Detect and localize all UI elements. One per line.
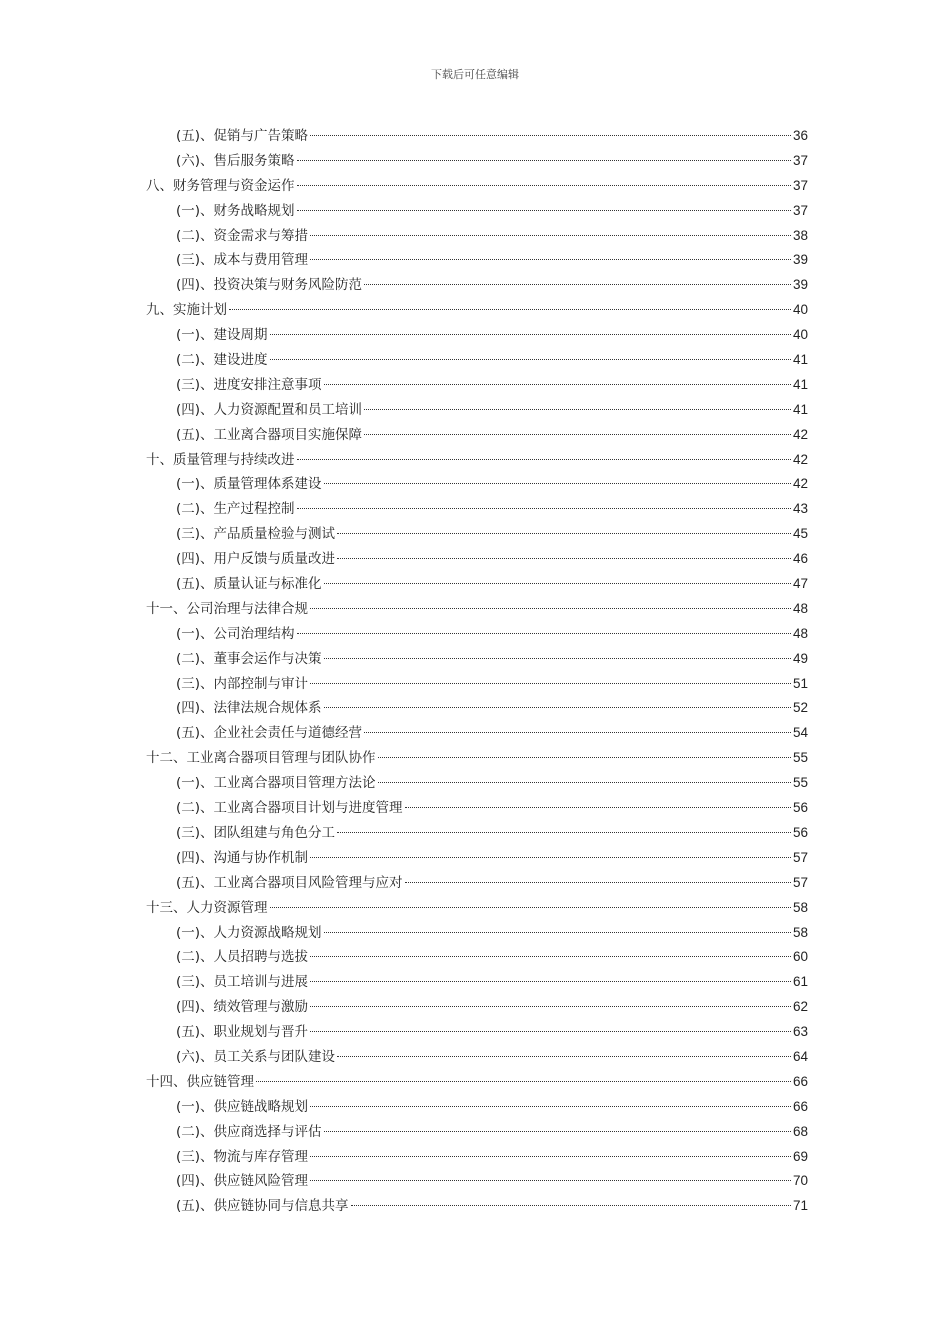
toc-chapter-entry[interactable]: [146, 298, 808, 323]
toc-section-entry[interactable]: [146, 970, 808, 995]
toc-entry-title: 十三、人力资源管理: [146, 899, 268, 916]
toc-section-entry[interactable]: [146, 398, 808, 423]
toc-section-entry[interactable]: [146, 647, 808, 672]
toc-entry-title: (五)、促销与广告策略: [176, 128, 309, 144]
dot-leader: [270, 907, 791, 908]
dot-leader: [324, 483, 791, 484]
dot-leader: [337, 558, 791, 559]
toc-chapter-entry[interactable]: [146, 896, 808, 921]
toc-section-entry[interactable]: [146, 224, 808, 249]
toc-entry-title: (四)、用户反馈与质量改进: [176, 551, 336, 568]
toc-entry-page-number: 63: [792, 1024, 808, 1040]
toc-section-entry[interactable]: [146, 622, 808, 647]
dot-leader: [405, 882, 791, 883]
toc-chapter-entry[interactable]: [146, 597, 808, 622]
toc-section-entry[interactable]: [146, 522, 808, 547]
toc-entry-title: (二)、供应商选择与评估: [176, 1123, 322, 1140]
toc-entry-page-number: 64: [792, 1048, 808, 1064]
toc-entry-page-number: 62: [792, 999, 808, 1015]
dot-leader: [324, 658, 791, 659]
dot-leader: [229, 309, 791, 310]
dot-leader: [310, 1156, 791, 1157]
toc-entry-page-number: 41: [792, 352, 808, 368]
toc-entry-page-number: 42: [792, 426, 808, 442]
toc-entry-page-number: 37: [792, 177, 808, 193]
dot-leader: [256, 1081, 791, 1082]
dot-leader: [324, 932, 791, 933]
toc-entry-title: (三)、团队组建与角色分工: [176, 824, 336, 841]
toc-entry-page-number: 39: [792, 277, 808, 293]
toc-entry-title: (三)、物流与库存管理: [176, 1148, 309, 1165]
dot-leader: [270, 334, 791, 335]
toc-entry-title: 十一、公司治理与法律合规: [146, 600, 308, 617]
dot-leader: [310, 1006, 791, 1007]
toc-entry-page-number: 42: [792, 451, 808, 467]
toc-section-entry[interactable]: [146, 572, 808, 597]
dot-leader: [405, 807, 791, 808]
toc-entry-title: (五)、工业离合器项目风险管理与应对: [176, 874, 403, 891]
toc-entry-title: (四)、人力资源配置和员工培训: [176, 401, 363, 418]
toc-entry-page-number: 48: [792, 600, 808, 616]
toc-section-entry[interactable]: [146, 696, 808, 721]
toc-entry-page-number: 47: [792, 576, 808, 592]
dot-leader: [324, 707, 791, 708]
toc-entry-title: (三)、产品质量检验与测试: [176, 526, 336, 543]
toc-section-entry[interactable]: [146, 248, 808, 273]
toc-entry-page-number: 71: [792, 1198, 808, 1214]
toc-section-entry[interactable]: [146, 1020, 808, 1045]
toc-section-entry[interactable]: [146, 547, 808, 572]
toc-entry-page-number: 54: [792, 725, 808, 741]
toc-section-entry[interactable]: [146, 348, 808, 373]
dot-leader: [310, 956, 791, 957]
dot-leader: [324, 384, 791, 385]
dot-leader: [364, 409, 791, 410]
toc-entry-title: (二)、工业离合器项目计划与进度管理: [176, 800, 403, 817]
toc-entry-title: (二)、资金需求与筹措: [176, 227, 309, 244]
toc-entry-page-number: 37: [792, 152, 808, 168]
dot-leader: [310, 235, 791, 236]
dot-leader: [337, 1056, 791, 1057]
toc-section-entry[interactable]: [146, 199, 808, 224]
toc-entry-title: (三)、内部控制与审计: [176, 675, 309, 692]
toc-section-entry[interactable]: [146, 945, 808, 970]
table-of-contents: [146, 124, 808, 1219]
dot-leader: [364, 732, 791, 733]
dot-leader: [297, 210, 791, 211]
toc-entry-title: (六)、售后服务策略: [176, 152, 295, 169]
toc-section-entry[interactable]: [146, 423, 808, 448]
toc-entry-title: 八、财务管理与资金运作: [146, 177, 295, 194]
toc-entry-page-number: 37: [792, 202, 808, 218]
toc-entry-page-number: 66: [792, 1098, 808, 1114]
toc-entry-page-number: 41: [792, 376, 808, 392]
dot-leader: [310, 135, 791, 136]
toc-chapter-entry[interactable]: [146, 746, 808, 771]
toc-entry-title: (四)、沟通与协作机制: [176, 849, 309, 866]
toc-entry-title: (二)、生产过程控制: [176, 501, 295, 518]
toc-entry-page-number: 56: [792, 824, 808, 840]
toc-section-entry[interactable]: [146, 373, 808, 398]
toc-section-entry[interactable]: [146, 273, 808, 298]
toc-section-entry[interactable]: [146, 796, 808, 821]
dot-leader: [310, 608, 791, 609]
dot-leader: [297, 633, 791, 634]
toc-chapter-entry[interactable]: [146, 174, 808, 199]
toc-section-entry[interactable]: [146, 1194, 808, 1219]
toc-entry-page-number: 57: [792, 849, 808, 865]
toc-entry-page-number: 49: [792, 650, 808, 666]
toc-entry-page-number: 45: [792, 526, 808, 542]
toc-section-entry[interactable]: [146, 846, 808, 871]
dot-leader: [310, 1031, 791, 1032]
dot-leader: [337, 533, 791, 534]
toc-section-entry[interactable]: [146, 672, 808, 697]
dot-leader: [351, 1205, 791, 1206]
toc-entry-title: (三)、成本与费用管理: [176, 252, 309, 269]
toc-entry-page-number: 46: [792, 551, 808, 567]
dot-leader: [364, 284, 791, 285]
toc-section-entry[interactable]: [146, 323, 808, 348]
toc-entry-page-number: 38: [792, 227, 808, 243]
toc-entry-title: (一)、人力资源战略规划: [176, 924, 322, 941]
toc-entry-page-number: 55: [792, 750, 808, 766]
toc-section-entry[interactable]: [146, 1145, 808, 1170]
toc-entry-page-number: 61: [792, 974, 808, 990]
toc-entry-page-number: 58: [792, 924, 808, 940]
toc-section-entry[interactable]: [146, 497, 808, 522]
toc-entry-page-number: 48: [792, 625, 808, 641]
toc-entry-page-number: 39: [792, 252, 808, 268]
toc-entry-page-number: 55: [792, 775, 808, 791]
toc-entry-title: (五)、职业规划与晋升: [176, 1024, 309, 1041]
toc-section-entry[interactable]: [146, 124, 808, 149]
dot-leader: [378, 782, 791, 783]
toc-entry-title: (四)、投资决策与财务风险防范: [176, 277, 363, 294]
dot-leader: [310, 981, 791, 982]
toc-entry-title: (四)、法律法规合规体系: [176, 700, 322, 717]
toc-entry-page-number: 51: [792, 675, 808, 691]
toc-section-entry[interactable]: [146, 1120, 808, 1145]
toc-entry-title: (一)、质量管理体系建设: [176, 476, 322, 493]
toc-entry-page-number: 36: [792, 128, 808, 143]
dot-leader: [378, 757, 791, 758]
toc-entry-page-number: 58: [792, 899, 808, 915]
dot-leader: [297, 160, 791, 161]
toc-entry-title: (一)、工业离合器项目管理方法论: [176, 775, 376, 792]
toc-entry-title: (六)、员工关系与团队建设: [176, 1048, 336, 1065]
toc-entry-page-number: 57: [792, 874, 808, 890]
dot-leader: [297, 508, 791, 509]
dot-leader: [324, 583, 791, 584]
toc-entry-title: (五)、供应链协同与信息共享: [176, 1198, 349, 1215]
toc-section-entry[interactable]: [146, 871, 808, 896]
toc-entry-page-number: 66: [792, 1073, 808, 1089]
toc-entry-page-number: 69: [792, 1148, 808, 1164]
page-header: 下载后可任意编辑: [431, 68, 519, 81]
dot-leader: [310, 1106, 791, 1107]
dot-leader: [310, 857, 791, 858]
toc-chapter-entry[interactable]: [146, 448, 808, 473]
dot-leader: [310, 683, 791, 684]
toc-section-entry[interactable]: [146, 149, 808, 174]
toc-section-entry[interactable]: [146, 821, 808, 846]
toc-entry-title: (五)、质量认证与标准化: [176, 576, 322, 593]
toc-entry-title: (二)、建设进度: [176, 352, 268, 369]
toc-entry-page-number: 41: [792, 401, 808, 417]
toc-entry-title: (一)、建设周期: [176, 327, 268, 344]
dot-leader: [364, 434, 791, 435]
toc-entry-page-number: 43: [792, 501, 808, 517]
toc-entry-page-number: 56: [792, 800, 808, 816]
toc-section-entry[interactable]: [146, 771, 808, 796]
toc-entry-title: (二)、董事会运作与决策: [176, 650, 322, 667]
toc-entry-page-number: 42: [792, 476, 808, 492]
toc-entry-title: (五)、工业离合器项目实施保障: [176, 426, 363, 443]
dot-leader: [297, 459, 791, 460]
dot-leader: [337, 832, 791, 833]
toc-entry-title: (五)、企业社会责任与道德经营: [176, 725, 363, 742]
toc-entry-page-number: 60: [792, 949, 808, 965]
toc-entry-title: (一)、供应链战略规划: [176, 1098, 309, 1115]
toc-entry-title: (三)、进度安排注意事项: [176, 376, 322, 393]
dot-leader: [270, 359, 791, 360]
toc-entry-page-number: 40: [792, 327, 808, 343]
toc-section-entry[interactable]: [146, 921, 808, 946]
toc-entry-title: 九、实施计划: [146, 302, 227, 319]
dot-leader: [297, 185, 791, 186]
toc-entry-title: 十四、供应链管理: [146, 1073, 254, 1090]
toc-section-entry[interactable]: [146, 1095, 808, 1120]
dot-leader: [324, 1131, 791, 1132]
dot-leader: [310, 259, 791, 260]
toc-entry-page-number: 68: [792, 1123, 808, 1139]
toc-entry-title: (二)、人员招聘与选拔: [176, 949, 309, 966]
toc-entry-title: 十、质量管理与持续改进: [146, 451, 295, 468]
toc-entry-title: (四)、供应链风险管理: [176, 1173, 309, 1190]
toc-entry-title: (三)、员工培训与进展: [176, 974, 309, 991]
toc-section-entry[interactable]: [146, 1045, 808, 1070]
toc-entry-title: (四)、绩效管理与激励: [176, 999, 309, 1016]
dot-leader: [310, 1180, 791, 1181]
toc-entry-page-number: 40: [792, 302, 808, 318]
toc-entry-title: (一)、财务战略规划: [176, 202, 295, 219]
toc-section-entry[interactable]: [146, 721, 808, 746]
toc-entry-page-number: 52: [792, 700, 808, 716]
toc-entry-title: 十二、工业离合器项目管理与团队协作: [146, 750, 376, 767]
toc-section-entry[interactable]: [146, 995, 808, 1020]
toc-entry-title: (一)、公司治理结构: [176, 625, 295, 642]
toc-chapter-entry[interactable]: [146, 1070, 808, 1095]
toc-section-entry[interactable]: [146, 472, 808, 497]
toc-section-entry[interactable]: [146, 1169, 808, 1194]
toc-entry-page-number: 70: [792, 1173, 808, 1189]
